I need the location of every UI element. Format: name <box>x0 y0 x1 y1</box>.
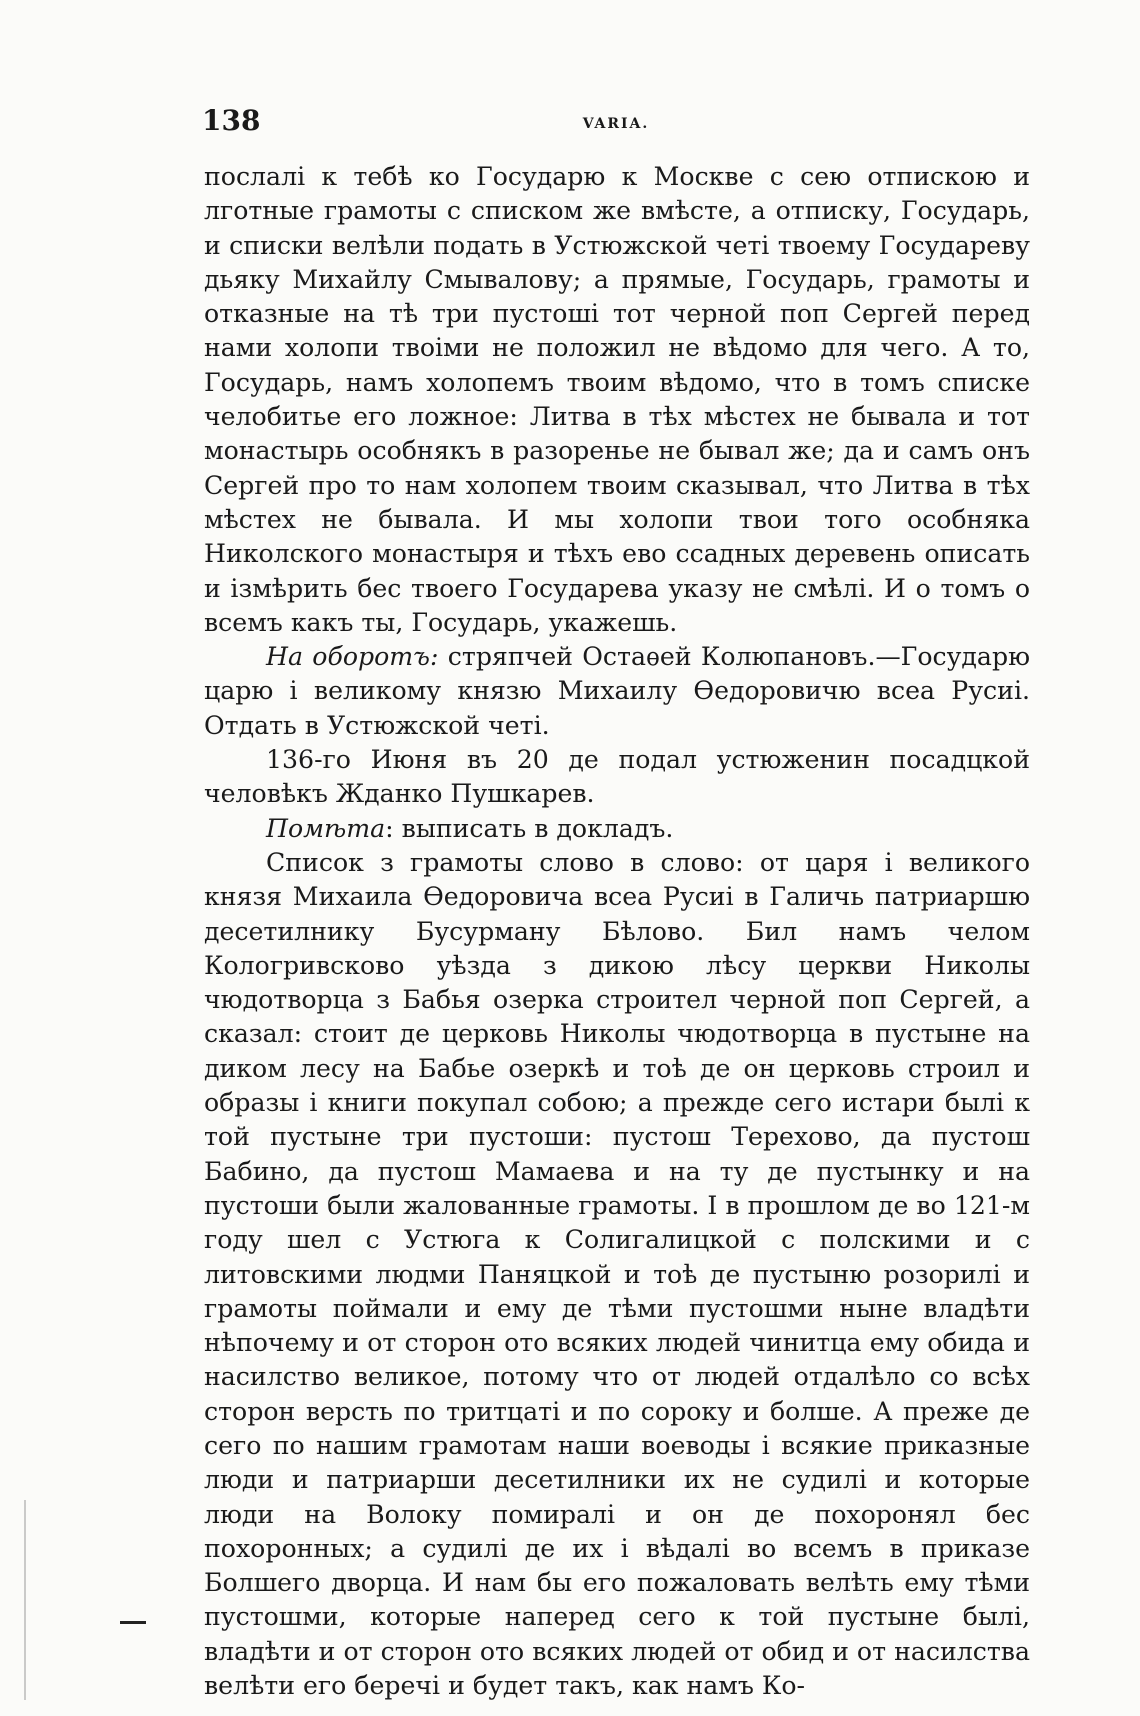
page-number: 138 <box>202 104 261 137</box>
running-title: VARIA. <box>582 116 650 132</box>
paragraph-petition-text <box>204 160 1030 640</box>
paragraph-text: : выписать в докладъ. <box>385 813 674 843</box>
annotation-label: Помѣта <box>266 813 386 843</box>
paragraph-charter-copy <box>204 846 1030 1703</box>
margin-rule <box>120 1621 146 1624</box>
paragraph-text: 136-го Июня въ 20 де подал устюженин посадцкой человѣкъ Жданко Пушкарев. <box>204 745 1030 809</box>
paragraph-annotation <box>204 812 1030 846</box>
paragraph-text: Список з грамоты слово в слово: от царя і великого князя Михаила Ѳедоровича всеа Русиі в Галичь патриаршю десетилнику Бусурману Бѣлово. Бил намъ челом Кологривсково уѣзда з дикою лѣсу церкви Николы чюдотворца з Бабья озерка строител черной поп Сергей, а сказал: стоит де церковь Николы чюдотворца в пустыне на диком лесу на Бабье озеркѣ и тоѣ де он церковь строил и образы і книги покупал собою; а прежде сего истари былі к той пустыне три пустоши: пустош Терехово, да пустош Бабино, да пустош Мамаева и на ту де пустынку и на пустоши были жалованные грамоты. І в прошлом де во 121-м году шел с Устюга к Солигалицкой с полскими и с литовскими людми Паняцкой и тоѣ де пустыню розорилі и грамоты поймали и ему де тѣми пустошми ныне владѣти нѣпочему и от сторон ото всяких людей чинитца ему обида и насилство великое, потому что от людей отдалѣло со всѣх сторон версть по тритцаті и по сороку и болше. А преже де сего по нашим грамотам наши воеводы і всякие приказные люди и патриарши десетилники их не судилі и которые люди на Волоку помиралі и он де похоронял бес похоронных; а судилі де их і вѣдалі во всемъ в приказе Болшего дворца. И нам бы его пожаловать велѣть ему тѣми пустошми, которые наперед сего к той пустыне былі, владѣти и от сторон ото всяких людей от обид и от насилства велѣти его беречі и будет такъ, как намъ Ко- <box>204 847 1030 1701</box>
paragraph-text: послалі к тебѣ ко Государю к Москве с сею отпискою и лготные грамоты с списком же вмѣсте, а отписку, Государь, и списки велѣли подать в Устюжской четі твоему Государеву дьяку Михайлу Смывалову; а прямые, Государь, грамоты и отказные на тѣ три пустошi тот черной поп Сергей перед нами холопи твоіми не положил не вѣдомо для чего. А то, Государь, намъ холопемъ твоим вѣдомо, что в томъ списке челобитье его ложное: Литва в тѣх мѣстех не бывала и тот монастырь особнякъ в разоренье не бывал же; да и самъ онъ Сергей про то нам холопем твоим сказывал, что Литва в тѣх мѣстех не бывала. И мы холопи твои того особняка Николского монастыря и тѣхъ ево ссадных деревень описать и iзмѣрить бес твоего Государева указу не смѣлi. И о томъ о всемъ какъ ты, Государь, укажешь. <box>204 162 1030 637</box>
scan-edge-line <box>24 1500 26 1700</box>
endorsement-label: На оборотъ: <box>266 642 439 672</box>
paragraph-endorsement <box>204 640 1030 743</box>
page-header <box>202 104 1030 144</box>
paragraph-receipt-note <box>204 743 1030 812</box>
page-body <box>204 160 1030 1703</box>
paragraph-text: стряпчей Остаѳей Колюпановъ.—Государю царю і великому князю Михаилу Ѳедоровичю всеа Русиі. Отдать в Устюжской четі. <box>204 642 1030 740</box>
